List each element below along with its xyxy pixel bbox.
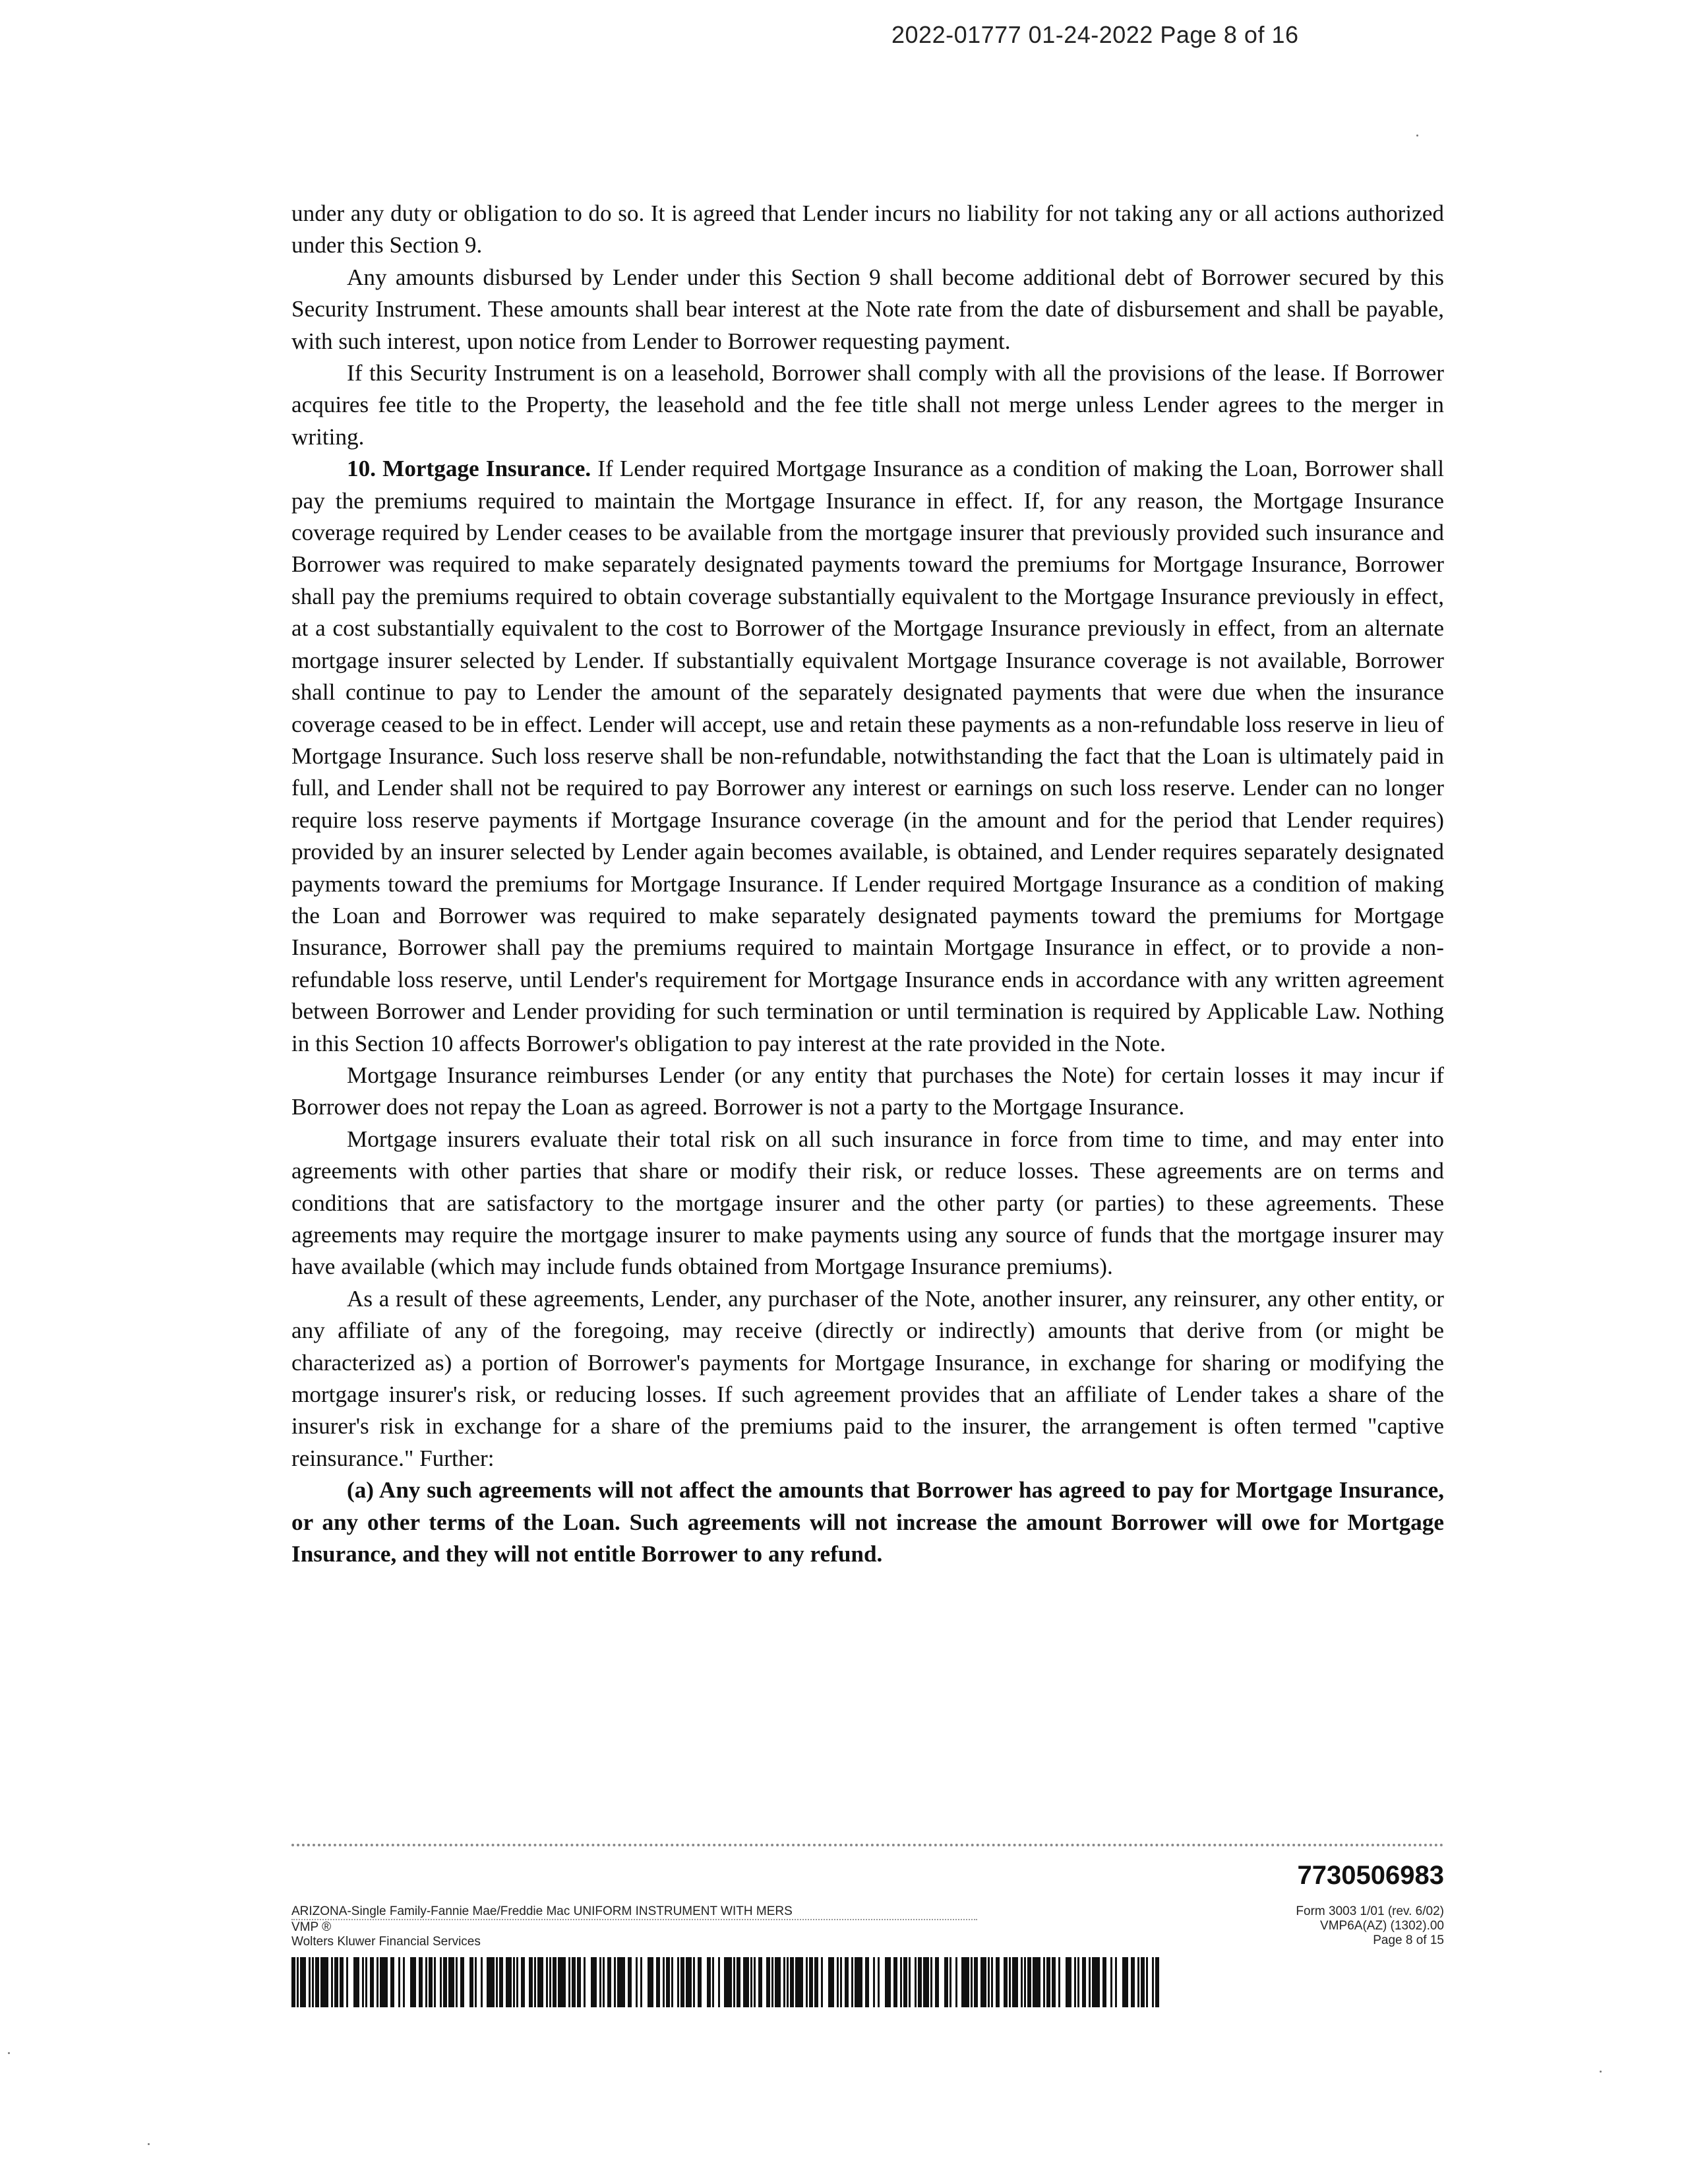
barcode-bar	[988, 1957, 990, 2007]
form-title-line: ARIZONA-Single Family-Fannie Mae/Freddie Mac UNIFORM INSTRUMENT WITH MERS	[291, 1904, 977, 1920]
barcode-bar	[648, 1957, 653, 2007]
barcode-bar	[297, 1957, 299, 2007]
barcode-bar	[537, 1957, 543, 2007]
barcode-bar	[795, 1957, 803, 2007]
scan-speck	[1600, 2071, 1602, 2073]
barcode-bar	[873, 1957, 875, 2007]
barcode-bar	[974, 1957, 978, 2007]
barcode-bar	[677, 1957, 679, 2007]
barcode-bar	[944, 1957, 948, 2007]
barcode-bar	[698, 1957, 702, 2007]
barcode-bar	[918, 1957, 922, 2007]
barcode-bar	[429, 1957, 433, 2007]
barcode-bar	[743, 1957, 749, 2007]
barcode-bar	[1137, 1957, 1139, 2007]
barcode-bar	[617, 1957, 625, 2007]
barcode-bar	[828, 1957, 834, 2007]
barcode-bar	[1058, 1957, 1060, 2007]
barcode-bar	[331, 1957, 333, 2007]
barcode-bar	[783, 1957, 785, 2007]
barcode-bar	[529, 1957, 533, 2007]
barcode-bar	[980, 1957, 986, 2007]
barcode-bar	[1152, 1957, 1154, 2007]
barcode-bar	[353, 1957, 359, 2007]
form-page-number: Page 8 of 15	[1373, 1933, 1444, 1947]
barcode-bar	[398, 1957, 400, 2007]
barcode-bar	[821, 1957, 823, 2007]
barcode-bar	[460, 1957, 464, 2007]
barcode-bar	[712, 1957, 714, 2007]
publisher-name: Wolters Kluwer Financial Services	[291, 1935, 481, 1949]
barcode-bar	[666, 1957, 670, 2007]
scan-speck	[8, 2052, 10, 2054]
paragraph-mi-reimburses: Mortgage Insurance reimburses Lender (or any entity that purchases the Note) for certain losses it may incur if Borrower does not repay the Loan as agreed. Borrower is not a party to the Mortgage Insurance.	[291, 1062, 1444, 1120]
barcode-bar	[591, 1957, 597, 2007]
barcode-bar	[758, 1957, 762, 2007]
barcode-bar	[885, 1957, 891, 2007]
barcode-bar	[481, 1957, 483, 2007]
barcode-bar	[549, 1957, 551, 2007]
barcode-bar	[837, 1957, 839, 2007]
barcode-bar	[693, 1957, 695, 2007]
barcode-bar	[1115, 1957, 1117, 2007]
barcode-bar	[521, 1957, 525, 2007]
barcode-bar	[291, 1957, 295, 2007]
barcode-bar	[577, 1957, 581, 2007]
barcode-bar	[1066, 1957, 1071, 2007]
barcode-bar	[534, 1957, 536, 2007]
barcode-bar	[950, 1957, 951, 2007]
barcode-bar	[607, 1957, 611, 2007]
barcode-bar	[390, 1957, 394, 2007]
barcode-bar	[737, 1957, 740, 2007]
barcode-bar	[766, 1957, 770, 2007]
barcode-bar	[309, 1957, 311, 2007]
barcode-bar	[334, 1957, 338, 2007]
barcode-bar	[1110, 1957, 1112, 2007]
barcode-bar	[434, 1957, 436, 2007]
barcode-bar	[558, 1957, 566, 2007]
barcode-bar	[1009, 1957, 1011, 2007]
barcode	[291, 1957, 1160, 2007]
barcode-bar	[1046, 1957, 1050, 2007]
barcode-bar	[1024, 1957, 1026, 2007]
barcode-bar	[419, 1957, 423, 2007]
barcode-bar	[346, 1957, 348, 2007]
paragraph-clause-a: (a) Any such agreements will not affect the amounts that Borrower has agreed to pay for Mortgage Insurance, or any other terms of the Loan. Such agreements will not increase the amount Borrower will owe for Mortgage Insurance, and they will not entitle Borrower to any refund.	[291, 1477, 1444, 1567]
barcode-bar	[909, 1957, 911, 2007]
barcode-bar	[991, 1957, 993, 2007]
barcode-bar	[718, 1957, 720, 2007]
barcode-bar	[903, 1957, 907, 2007]
barcode-bar	[935, 1957, 939, 2007]
barcode-bar	[603, 1957, 605, 2007]
barcode-bar	[855, 1957, 862, 2007]
barcode-bar	[809, 1957, 813, 2007]
barcode-bar	[546, 1957, 548, 2007]
barcode-bar	[1092, 1957, 1100, 2007]
barcode-bar	[410, 1957, 416, 2007]
barcode-bar	[915, 1957, 917, 2007]
form-number: Form 3003 1/01 (rev. 6/02)	[1296, 1904, 1444, 1918]
barcode-bar	[448, 1957, 454, 2007]
section10-text: If Lender required Mortgage Insurance as a condition of making the Loan, Borrower shall pay the premiums required to maintain the Mortgage Insurance in effect. If, for any reason, the Mortgage Insurance coverage required by Lender ceases to be available from the mortgage insurer that previously provided such insurance and Borrower was required to make separately designated payments toward the premiums for Mortgage Insurance, Borrower shall pay the premiums required to obtain coverage substantially equivalent to the Mortgage Insurance previously in effect, at a cost substantially equivalent to the cost to Borrower of the Mortgage Insurance previously in effect, from an alternate mortgage insurer selected by Lender. If substantially equivalent Mortgage Insurance coverage is not available, Borrower shall continue to pay to Lender the amount of the separately designated payments that were due when the insurance coverage ceased to be in effect. Lender will accept, use and retain these payments as a non-refundable loss reserve in lieu of Mortgage Insurance. Such loss reserve shall be non-refundable, notwithstanding the fact that the Loan is ultimately paid in full, and Lender shall not be required to pay Borrower any interest or earnings on such loss reserve. Lender can no longer require loss reserve payments if Mortgage Insurance coverage (in the amount and for the period that Lender requires) provided by an insurer selected by Lender again becomes available, is obtained, and Lender requires separately designated payments toward the premiums for Mortgage Insurance. If Lender required Mortgage Insurance as a condition of making the Loan and Borrower was required to make separately designated payments toward the premiums for Mortgage Insurance, Borrower shall pay the premiums required to maintain Mortgage Insurance in effect, or to provide a non-refundable loss reserve, until Lender's requirement for Mortgage Insurance ends in accordance with any written agreement between Borrower and Lender providing for such termination or until termination is required by Applicable Law. Nothing in this Section 10 affects Borrower's obligation to pay interest at the rate provided in the Note.	[291, 456, 1444, 1056]
barcode-bar	[425, 1957, 427, 2007]
footer-divider	[291, 1844, 1444, 1846]
footer-form-title	[291, 1904, 977, 1949]
barcode-bar	[506, 1957, 512, 2007]
barcode-bar	[790, 1957, 794, 2007]
barcode-bar	[1043, 1957, 1045, 2007]
barcode-bar	[340, 1957, 344, 2007]
barcode-bar	[656, 1957, 660, 2007]
barcode-bar	[614, 1957, 616, 2007]
barcode-bar	[806, 1957, 808, 2007]
barcode-bar	[1082, 1957, 1086, 2007]
barcode-bar	[707, 1957, 711, 2007]
barcode-bar	[640, 1957, 642, 2007]
barcode-bar	[845, 1957, 849, 2007]
paragraph-section10	[291, 453, 1444, 1060]
barcode-bar	[771, 1957, 773, 2007]
barcode-bar	[1141, 1957, 1145, 2007]
barcode-bar	[1052, 1957, 1056, 2007]
barcode-bar	[1102, 1957, 1106, 2007]
scan-speck	[148, 2143, 150, 2145]
barcode-bar	[1021, 1957, 1023, 2007]
barcode-bar	[663, 1957, 665, 2007]
barcode-bar	[724, 1957, 732, 2007]
barcode-bar	[553, 1957, 557, 2007]
barcode-bar	[403, 1957, 405, 2007]
barcode-bar	[1077, 1957, 1079, 2007]
barcode-bar	[775, 1957, 781, 2007]
barcode-bar	[365, 1957, 367, 2007]
barcode-bar	[628, 1957, 632, 2007]
document-body	[291, 198, 1444, 1570]
barcode-bar	[475, 1957, 477, 2007]
barcode-bar	[443, 1957, 447, 2007]
barcode-bar	[499, 1957, 503, 2007]
barcode-bar	[686, 1957, 692, 2007]
barcode-bar	[961, 1957, 969, 2007]
barcode-bar	[456, 1957, 458, 2007]
barcode-bar	[814, 1957, 818, 2007]
barcode-bar	[733, 1957, 735, 2007]
paragraph-section9-end: under any duty or obligation to do so. It is agreed that Lender incurs no liability for not taking any or all actions authorized under this Section 9.	[291, 200, 1444, 258]
barcode-bar	[320, 1957, 328, 2007]
barcode-bar	[671, 1957, 673, 2007]
paragraph-amounts-disbursed: Any amounts disbursed by Lender under this Section 9 shall become additional debt of Borrower secured by this Security Instrument. These amounts shall bear interest at the Note rate from the date of disbursement and shall be payable, with such interest, upon notice from Lender to Borrower requesting payment.	[291, 264, 1444, 354]
barcode-bar	[1131, 1957, 1135, 2007]
barcode-bar	[469, 1957, 473, 2007]
barcode-bar	[487, 1957, 495, 2007]
barcode-bar	[971, 1957, 973, 2007]
barcode-bar	[923, 1957, 929, 2007]
barcode-bar	[496, 1957, 498, 2007]
barcode-bar	[996, 1957, 1000, 2007]
footer-form-number	[1200, 1904, 1444, 1948]
barcode-bar	[516, 1957, 518, 2007]
barcode-bar	[1027, 1957, 1031, 2007]
barcode-bar	[840, 1957, 842, 2007]
barcode-bar	[440, 1957, 442, 2007]
barcode-bar	[300, 1957, 306, 2007]
barcode-bar	[1074, 1957, 1076, 2007]
paragraph-mi-insurers: Mortgage insurers evaluate their total risk on all such insurance in force from time to time, and may enter into agreements with other parties that share or modify their risk, or reduce losses. These agreements are on terms and conditions that are satisfactory to the mortgage insurer and the other party (or parties) to these agreements. These agreements may require the mortgage insurer to make payments using any source of funds that the mortgage insurer may have available (which may include funds obtained from Mortgage Insurance premiums).	[291, 1126, 1444, 1280]
paragraph-agreements-result: As a result of these agreements, Lender, any purchaser of the Note, another insurer, any reinsurer, any other entity, or any affiliate of any of the foregoing, may receive (directly or indirectly) amounts that derive from (or might be characterized as) a portion of Borrower's payments for Mortgage Insurance, in exchange for sharing or modifying the mortgage insurer's risk, or reducing losses. If such agreement provides that an affiliate of Lender takes a share of the insurer's risk in exchange for a share of the premiums paid to the insurer, the arrangement is often termed "captive reinsurance." Further:	[291, 1285, 1444, 1471]
barcode-bar	[315, 1957, 319, 2007]
paragraph-leasehold: If this Security Instrument is on a leasehold, Borrower shall comply with all the provisions of the lease. If Borrower acquires fee title to the Property, the leasehold and the fee title shall not merge unless Lender agrees to the merger in writing.	[291, 360, 1444, 450]
barcode-bar	[750, 1957, 752, 2007]
barcode-bar	[312, 1957, 314, 2007]
barcode-bar	[584, 1957, 586, 2007]
barcode-bar	[1146, 1957, 1148, 2007]
barcode-bar	[893, 1957, 897, 2007]
loan-number: 7730506983	[1297, 1861, 1444, 1890]
barcode-bar	[1004, 1957, 1008, 2007]
recording-stamp: 2022-01777 01-24-2022 Page 8 of 16	[891, 21, 1299, 48]
barcode-bar	[362, 1957, 364, 2007]
barcode-bar	[1012, 1957, 1018, 2007]
barcode-bar	[513, 1957, 515, 2007]
barcode-bar	[572, 1957, 576, 2007]
scan-speck	[1416, 135, 1418, 136]
barcode-bar	[1122, 1957, 1128, 2007]
barcode-bar	[930, 1957, 932, 2007]
section10-heading: 10. Mortgage Insurance.	[347, 456, 591, 482]
barcode-bar	[1033, 1957, 1040, 2007]
barcode-bar	[1089, 1957, 1091, 2007]
barcode-bar	[377, 1957, 378, 2007]
form-code: VMP6A(AZ) (1302).00	[1320, 1919, 1444, 1933]
barcode-bar	[865, 1957, 869, 2007]
barcode-bar	[754, 1957, 756, 2007]
barcode-bar	[955, 1957, 957, 2007]
barcode-bar	[380, 1957, 388, 2007]
barcode-bar	[787, 1957, 789, 2007]
barcode-bar	[370, 1957, 374, 2007]
barcode-bar	[680, 1957, 684, 2007]
barcode-bar	[599, 1957, 601, 2007]
barcode-bar	[878, 1957, 880, 2007]
vmp-mark: VMP ®	[291, 1920, 332, 1934]
barcode-bar	[1155, 1957, 1159, 2007]
barcode-bar	[851, 1957, 853, 2007]
barcode-bar	[636, 1957, 638, 2007]
barcode-bar	[900, 1957, 902, 2007]
barcode-bar	[568, 1957, 570, 2007]
